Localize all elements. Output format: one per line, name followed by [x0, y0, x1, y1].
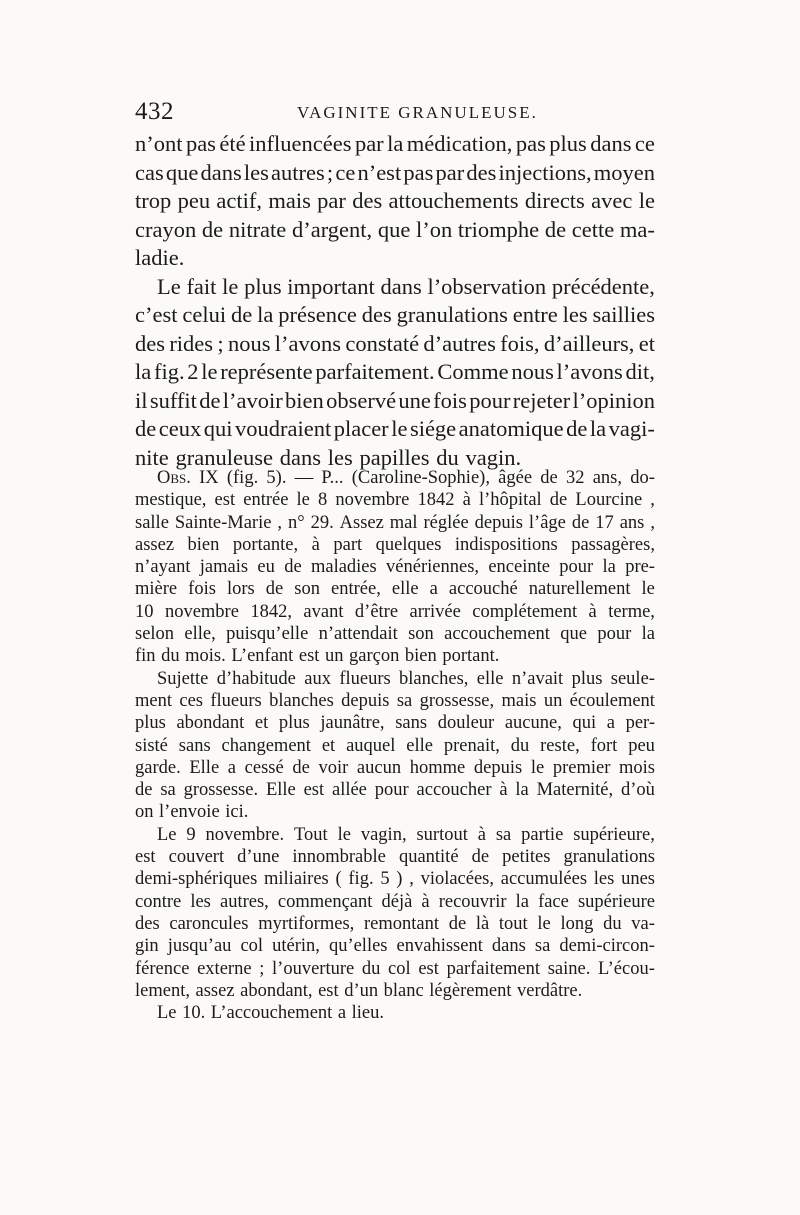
text-line: gin jusqu’au col utérin, qu’elles envahissent dans sa demi-circon-	[135, 936, 655, 957]
text-line: est couvert d’une innombrable quantité de petites granulations	[135, 847, 655, 868]
text-line: trop peu actif, mais par des attouchements directs avec le	[135, 188, 655, 213]
text-line: de sa grossesse. Elle est allée pour accoucher à la Maternité, d’où	[135, 780, 655, 801]
text-line: férence externe ; l’ouverture du col est parfaitement saine. L’écou-	[135, 958, 655, 979]
text-line: assez bien portante, à part quelques indispositions passagères,	[135, 534, 655, 555]
text-line: des rides ; nous l’avons constaté d’autres fois, d’ailleurs, et	[135, 330, 655, 356]
text-line: fin du mois. L’enfant est un garçon bien portant.	[135, 646, 500, 667]
text-line: crayon de nitrate d’argent, que l’on triomphe de cette ma-	[135, 216, 655, 242]
text-line: lement, assez abondant, est d’un blanc légèrement verdâtre.	[135, 980, 583, 1001]
text-line: salle Sainte-Marie , n° 29. Assez mal réglée depuis l’âge de 17 ans ,	[135, 512, 655, 533]
observation-block	[135, 467, 655, 1024]
text-line: Sujette d’habitude aux flueurs blanches, elle n’avait plus seule-	[157, 668, 655, 689]
text-line: mière fois lors de son entrée, elle a accouché naturellement le	[135, 579, 655, 600]
observation-paragraph	[135, 668, 655, 824]
text-line: garde. Elle a cessé de voir aucun homme depuis le premier mois	[135, 757, 655, 778]
paragraph	[135, 273, 655, 473]
text-line: mestique, est entrée le 8 novembre 1842 à l’hôpital de Lourcine ,	[135, 490, 655, 511]
running-head: VAGINITE GRANULEUSE.	[297, 103, 538, 122]
text-line: Le fait le plus important dans l’observation précédente,	[157, 273, 655, 299]
text-line: ladie.	[135, 245, 185, 270]
text-line: sisté sans changement et auquel elle prenait, du reste, fort peu	[135, 735, 655, 756]
text-line: plus abondant et plus jaunâtre, sans douleur aucune, qui a per-	[135, 713, 655, 734]
text-line: nite granuleuse dans les papilles du vagin.	[135, 444, 522, 470]
page-number: 432	[135, 98, 174, 125]
text-line: Le 10. L’accouchement a lieu.	[157, 1003, 384, 1024]
text-line: il suffit de l’avoir bien observé une fois pour rejeter l’opinion	[135, 387, 655, 413]
text-line: Obs. IX (fig. 5). — P... (Caroline-Sophie), âgée de 32 ans, do-	[157, 468, 655, 488]
observation-paragraph	[135, 467, 655, 668]
text-line: demi-sphériques miliaires ( fig. 5 ) , violacées, accumulées les unes	[135, 869, 655, 890]
text-line: n’ont pas été influencées par la médication, pas plus dans ce	[135, 131, 655, 156]
text-line: n’ayant jamais eu de maladies vénériennes, enceinte pour la pre-	[135, 557, 655, 578]
body-text	[135, 130, 655, 472]
text-line: de ceux qui voudraient placer le siége anatomique de la vagi-	[135, 416, 655, 441]
text-line: Le 9 novembre. Tout le vagin, surtout à sa partie supérieure,	[157, 824, 655, 845]
observation-paragraph	[135, 824, 655, 1002]
text-line: c’est celui de la présence des granulations entre les saillies	[135, 302, 655, 327]
text-line: cas que dans les autres ; ce n’est pas par des injections, moyen	[135, 159, 655, 185]
observation-paragraph	[135, 1002, 655, 1024]
paragraph	[135, 130, 655, 273]
text-line: 10 novembre 1842, avant d’être arrivée complétement à terme,	[135, 601, 655, 622]
text-line: la fig. 2 le représente parfaitement. Comme nous l’avons dit,	[135, 359, 655, 384]
text-line: selon elle, puisqu’elle n’attendait son accouchement que pour la	[135, 624, 655, 645]
text-line: des caroncules myrtiformes, remontant de là tout le long du va-	[135, 913, 655, 934]
text-line: on l’envoie ici.	[135, 802, 249, 823]
text-line: ment ces flueurs blanches depuis sa grossesse, mais un écoulement	[135, 690, 655, 711]
text-line: contre les autres, commençant déjà à recouvrir la face supérieure	[135, 891, 655, 912]
